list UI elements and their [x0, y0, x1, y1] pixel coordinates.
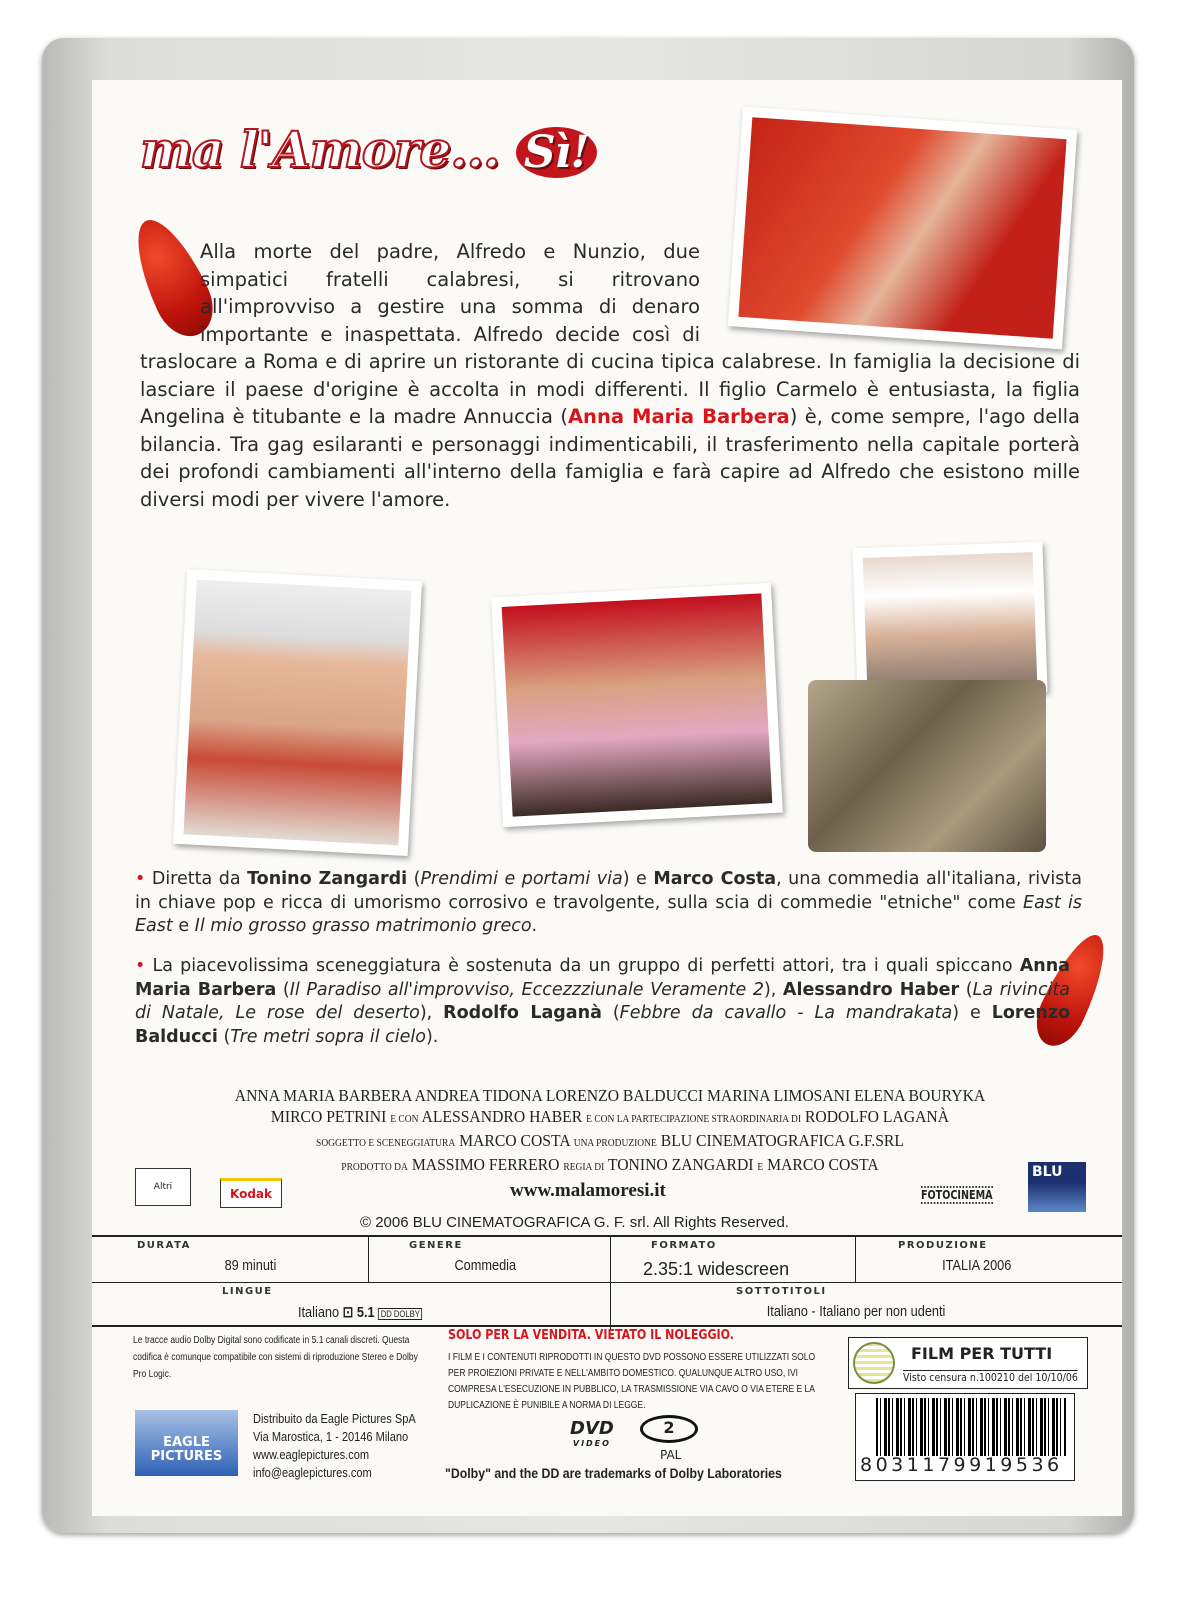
feature-bullet: • Diretta da Tonino Zangardi (Prendimi e portami via) e Marco Costa, una commedia all'italiana, rivista in chiave pop e ricca di umorismo corrosivo e travolgente, sulla scia di commedie "etniche" come East is East e Il mio grosso grasso matrimonio greco.: [135, 869, 1082, 936]
specs-table: DURATA 89 minuti GENERE Commedia FORMATO 2.35:1 widescreen PRODUZIONE ITALIA 2006 LINGUE Italiano ⊡ 5.1 DD DOLBY SOTTOTITOLI Italiano - Italiano per non udenti: [92, 1235, 1122, 1327]
feature-bullet: • La piacevolissima sceneggiatura è sostenuta da un gruppo di perfetti attori, tra i quali spiccano Anna Maria Barbera (Il Paradiso all'improvviso, Eccezzziunale Veramente 2), Alessandro Haber (La rivincita di Natale, Le rose del deserto), Rodolfo Laganà (Febbre da cavallo - La mandrakata) e Lorenzo Balducci (Tre metri sopra il cielo).: [135, 956, 1071, 1047]
synopsis: Alla morte del padre, Alfredo e Nunzio, due simpatici fratelli calabresi, si ritrovano all'improvviso a gestire una somma di denaro importante e inaspettata. Alfredo decide così di traslocare a Roma e di aprire un ristorante di cucina tipica calabrese. In famiglia la decisione di lasciare il paese d'origine è accolta in modi differenti. Il figlio Carmelo è entusiasta, la figlia Angelina è titubante e la madre Annuccia (Anna Maria Barbera) è, come sempre, l'ago della bilancia. Tra gag esilaranti e personaggi indimenticabili, il trasferimento nella capitale porterà dei profondi cambiamenti all'interno della famiglia e farà capire ad Alfredo che esistono mille diversi modi per vivere l'amore.: [140, 240, 1080, 511]
bullet-segment: (: [601, 1003, 620, 1023]
bullet-segment: La piacevolissima sceneggiatura è sostenuta da un gruppo di perfetti attori, tra i quali spiccano: [152, 956, 1020, 976]
film-title: ma l'Amore... Sì!: [140, 120, 597, 179]
rating-icon: [853, 1342, 895, 1384]
bullet-segment: (: [276, 979, 290, 1000]
dolby-digital-logo: DD DOLBY: [378, 1308, 422, 1320]
barcode: 8031179919536: [855, 1393, 1075, 1481]
bullet-segment: ),: [763, 979, 783, 1000]
cast-credits: ANNA MARIA BARBERA ANDREA TIDONA LORENZO BALDUCCI MARINA LIMOSANI ELENA BOURYKA MIRCO PETRINI E CON ALESSANDRO HABER E CON LA PARTECIPAZIONE STRAORDINARIA DI RODOLFO LAGANÀ SOGGETTO E SCENEGGIATURA MARCO COSTA UNA PRODUZIONE BLU CINEMATOGRAFICA G.F.SRL PRODOTTO DA MASSIMO FERRERO REGIA DI TONINO ZANGARDI E MARCO COSTA: [234, 1086, 986, 1174]
bullet-segment: ),: [419, 1003, 444, 1023]
bullet-segment: Tre metri sopra il cielo: [230, 1026, 426, 1047]
bullet-segment: ) e: [622, 869, 654, 889]
dvd-video-logo: DVD VIDEO: [570, 1418, 614, 1448]
bullet-segment: .: [531, 916, 538, 936]
bullet-segment: (: [959, 979, 973, 1000]
rating-box: FILM PER TUTTI Visto censura n.100210 del 10/10/06: [848, 1337, 1088, 1389]
bullet-segment: Febbre da cavallo - La mandrakata: [619, 1003, 953, 1023]
dolby-trademark: "Dolby" and the DD are trademarks of Dolby Laboratories: [445, 1465, 782, 1481]
bullet-segment: ).: [425, 1026, 439, 1047]
bullet-segment: La rivincita di Natale, Le rose del deserto: [135, 979, 1071, 1023]
bullet-segment: , una commedia all'italiana, rivista in chiave pop e ricca di umorismo corrosivo e travolgente, sulla scia di commedie "etniche" come: [135, 869, 1082, 913]
bullet-segment: ) e: [952, 1003, 992, 1023]
website-link[interactable]: www.malamoresi.it: [510, 1180, 666, 1201]
surround-icon: ⊡: [342, 1304, 354, 1321]
bullet-segment: Alessandro Haber: [782, 979, 960, 1000]
bullet-segment: Anna Maria Barbera: [135, 956, 1070, 1000]
bullet-segment: e: [172, 916, 195, 936]
photo-young-man: [173, 569, 422, 856]
sale-warning: SOLO PER LA VENDITA. VIETATO IL NOLEGGIO.: [448, 1328, 734, 1343]
anica-logo: Altri: [135, 1168, 191, 1206]
blu-logo: BLU: [1028, 1162, 1086, 1212]
eagle-pictures-logo: EAGLE PICTURES: [135, 1410, 238, 1476]
bullet-segment: Diretta da: [151, 869, 248, 889]
pal-label: PAL: [660, 1448, 682, 1462]
bullet-segment: Il Paradiso all'improvviso, Eccezzziunale Veramente 2: [289, 979, 764, 1000]
bullet-segment: Prendimi e portami via: [420, 869, 623, 889]
region-2-icon: 2: [640, 1415, 698, 1443]
legal-text: I FILM E I CONTENUTI RIPRODOTTI IN QUESTO DVD POSSONO ESSERE UTILIZZATI SOLO PER PROIEZIONI PRIVATE E NELL'AMBITO DOMESTICO. QUALUNQUE ALTRO USO, IVI COMPRESA L'ESECUZIONE IN PUBBLICO, LA TRASMISSIONE VIA CAVO O VIA ETERE E LA DUPLICAZIONE È PUNIBILE A NORMA DI LEGGE.: [448, 1352, 816, 1411]
photo-man-hat: [852, 542, 1047, 699]
bullet-segment: Il mio grosso grasso matrimonio greco: [194, 916, 532, 936]
bullet-segment: Rodolfo Laganà: [443, 1003, 602, 1023]
bullet-segment: Marco Costa: [653, 869, 777, 889]
audio-note: Le tracce audio Dolby Digital sono codificate in 5.1 canali discreti. Questa codifica è comunque compatibile con sistemi di riproduzione Stereo e Dolby Pro Logic.: [133, 1335, 418, 1380]
bullet-segment: East is East: [135, 892, 1082, 936]
copyright: © 2006 BLU CINEMATOGRAFICA G. F. srl. All Rights Reserved.: [360, 1214, 789, 1231]
distributor-info: Distribuito da Eagle Pictures SpA Via Marostica, 1 - 20146 Milano www.eaglepictures.com info@eaglepictures.com: [253, 1411, 416, 1480]
photo-man-microphone: [491, 583, 783, 827]
bullet-segment: (: [407, 869, 421, 889]
kodak-logo: Kodak: [220, 1178, 282, 1208]
bullet-segment: Tonino Zangardi: [247, 869, 408, 889]
fotocinema-logo: FOTOCINEMA: [920, 1188, 993, 1202]
siae-hologram-sticker: [808, 680, 1046, 852]
bullet-segment: (: [217, 1026, 231, 1047]
bullet-segment: Lorenzo Balducci: [135, 1003, 1071, 1047]
